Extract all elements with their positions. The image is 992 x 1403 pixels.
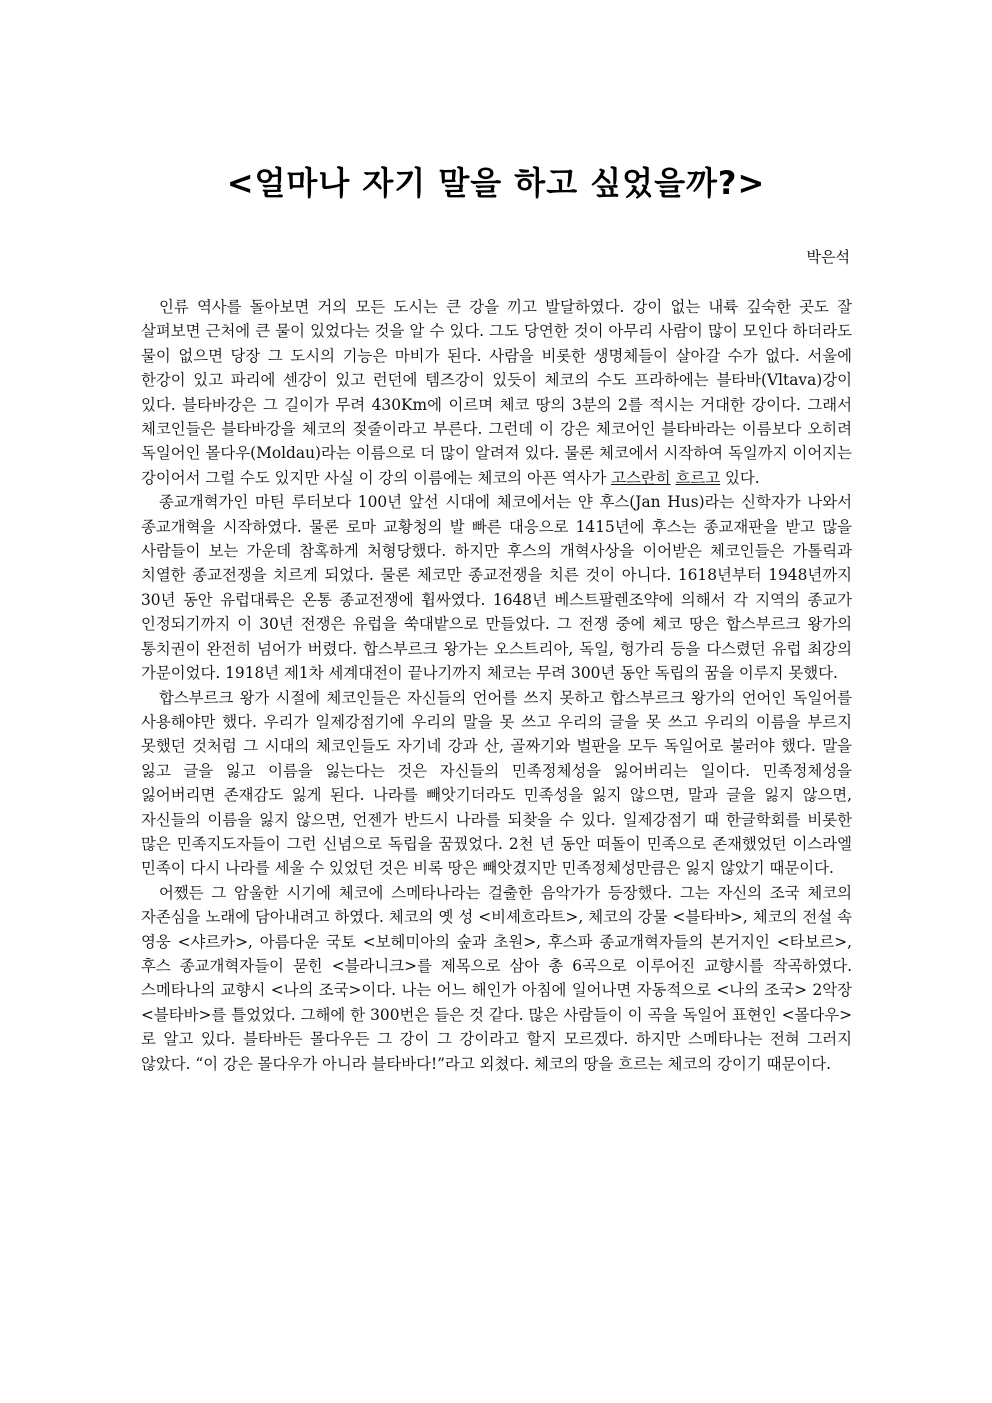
paragraph-4: 어쨌든 그 암울한 시기에 체코에 스메타나라는 걸출한 음악가가 등장했다. 그는 자신의 조국 체코의 자존심을 노래에 담아내려고 하였다. 체코의 옛 성 <비셰흐라트>, 체코의 강물 <블타바>, 체코의 전설 속 영웅 <샤르카>, 아름다운 국토 <보헤미아의 숲과 초원>, 후스파 종교개혁자들의 본거지인 <타보르>, 후스 종교개혁자들이 묻힌 <블라니크>를 제목으로 삼아 총 6곡으로 이루어진 교향시를 작곡하였다. 스메타나의 교향시 <나의 조국>이다. 나는 어느 해인가 아침에 일어나면 자동적으로 <나의 조국> 2악장 <블타바>를 틀었었다. 그해에 한 300번은 들은 것 같다. 많은 사람들이 이 곡을 독일어 표현인 <몰다우>로 알고 있다. 블타바든 몰다우든 그 강이 그 강이라고 할지 모르겠다. 하지만 스메타나는 전혀 그러지 않았다. “이 강은 몰다우가 아니라 블타바다!”라고 외쳤다. 체코의 땅을 흐르는 체코의 강이기 때문이다. <box>141 883 852 1073</box>
author-name: 박은석 <box>806 248 850 266</box>
paragraph-1-ending: 있다. <box>720 468 760 487</box>
paragraph-1 <box>141 295 852 490</box>
underlined-phrase: 고스란히 <box>611 468 671 487</box>
underlined-phrase: 흐르고 <box>675 468 721 487</box>
document-body <box>141 295 852 1076</box>
document-title: <얼마나 자기 말을 하고 싶었을까?> <box>226 164 766 202</box>
paragraph-2: 종교개혁가인 마틴 루터보다 100년 앞선 시대에 체코에서는 얀 후스(Jan Hus)라는 신학자가 나와서 종교개혁을 시작하였다. 물론 로마 교황청의 발 빠른 대응으로 1415년에 후스는 종교재판을 받고 많을 사람들이 보는 가운데 참혹하게 처형당했다. 하지만 후스의 개혁사상을 이어받은 체코인들은 가톨릭과 치열한 종교전쟁을 치르게 되었다. 물론 체코만 종교전쟁을 치른 것이 아니다. 1618년부터 1948년까지 30년 동안 유럽대륙은 온통 종교전쟁에 휩싸였다. 1648년 베스트팔렌조약에 의해서 각 지역의 종교가 인정되기까지 이 30년 전쟁은 유럽을 쑥대밭으로 만들었다. 그 전쟁 중에 체코 땅은 합스부르크 왕가의 통치권이 완전히 넘어가 버렸다. 합스부르크 왕가는 오스트리아, 독일, 헝가리 등을 다스렸던 유럽 최강의 가문이었다. 1918년 제1차 세계대전이 끝나기까지 체코는 무려 300년 동안 독립의 꿈을 이루지 못했다. <box>141 493 853 683</box>
paragraph-3: 합스부르크 왕가 시절에 체코인들은 자신들의 언어를 쓰지 못하고 합스부르크 왕가의 언어인 독일어를 사용해야만 했다. 우리가 일제강점기에 우리의 말을 못 쓰고 우리의 글을 못 쓰고 우리의 이름을 부르지 못했던 것처럼 그 시대의 체코인들도 자기네 강과 산, 골짜기와 벌판을 모두 독일어로 불러야 했다. 말을 잃고 글을 잃고 이름을 잃는다는 것은 자신들의 민족정체성을 잃어버리는 일이다. 민족정체성을 잃어버리면 존재감도 잃게 된다. 나라를 빼앗기더라도 민족성을 잃지 않으면, 말과 글을 잃지 않으면, 자신들의 이름을 잃지 않으면, 언젠가 반드시 나라를 되찾을 수 있다. 일제강점기 때 한글학회를 비롯한 많은 민족지도자들이 그런 신념으로 독립을 꿈꿨었다. 2천 년 동안 떠돌이 민족으로 존재했었던 이스라엘 민족이 다시 나라를 세울 수 있었던 것은 비록 땅은 빼앗겼지만 민족정체성만큼은 잃지 않았기 때문이다. <box>141 688 852 878</box>
paragraph-1-text: 인류 역사를 돌아보면 거의 모든 도시는 큰 강을 끼고 발달하였다. 강이 없는 내륙 깊숙한 곳도 잘 살펴보면 근처에 큰 물이 있었다는 것을 알 수 있다. 그도 당연한 것이 아무리 사람이 많이 모인다 하더라도 물이 없으면 당장 그 도시의 기능은 마비가 된다. 사람을 비롯한 생명체들이 살아갈 수가 없다. 서울에 한강이 있고 파리에 센강이 있고 런던에 템즈강이 있듯이 체코의 수도 프라하에는 블타바(Vltava)강이 있다. 블타바강은 그 길이가 무려 430Km에 이르며 체코 땅의 3분의 2를 적시는 거대한 강이다. 그래서 체코인들은 블타바강을 체코의 젖줄이라고 부른다. 그런데 이 강은 체코어인 블타바라는 이름보다 오히려 독일어인 몰다우(Moldau)라는 이름으로 더 많이 알려져 있다. 물론 체코에서 시작하여 독일까지 이어지는 강이어서 그럴 수도 있지만 사실 이 강의 이름에는 체코의 아픈 역사가 <box>141 298 852 487</box>
